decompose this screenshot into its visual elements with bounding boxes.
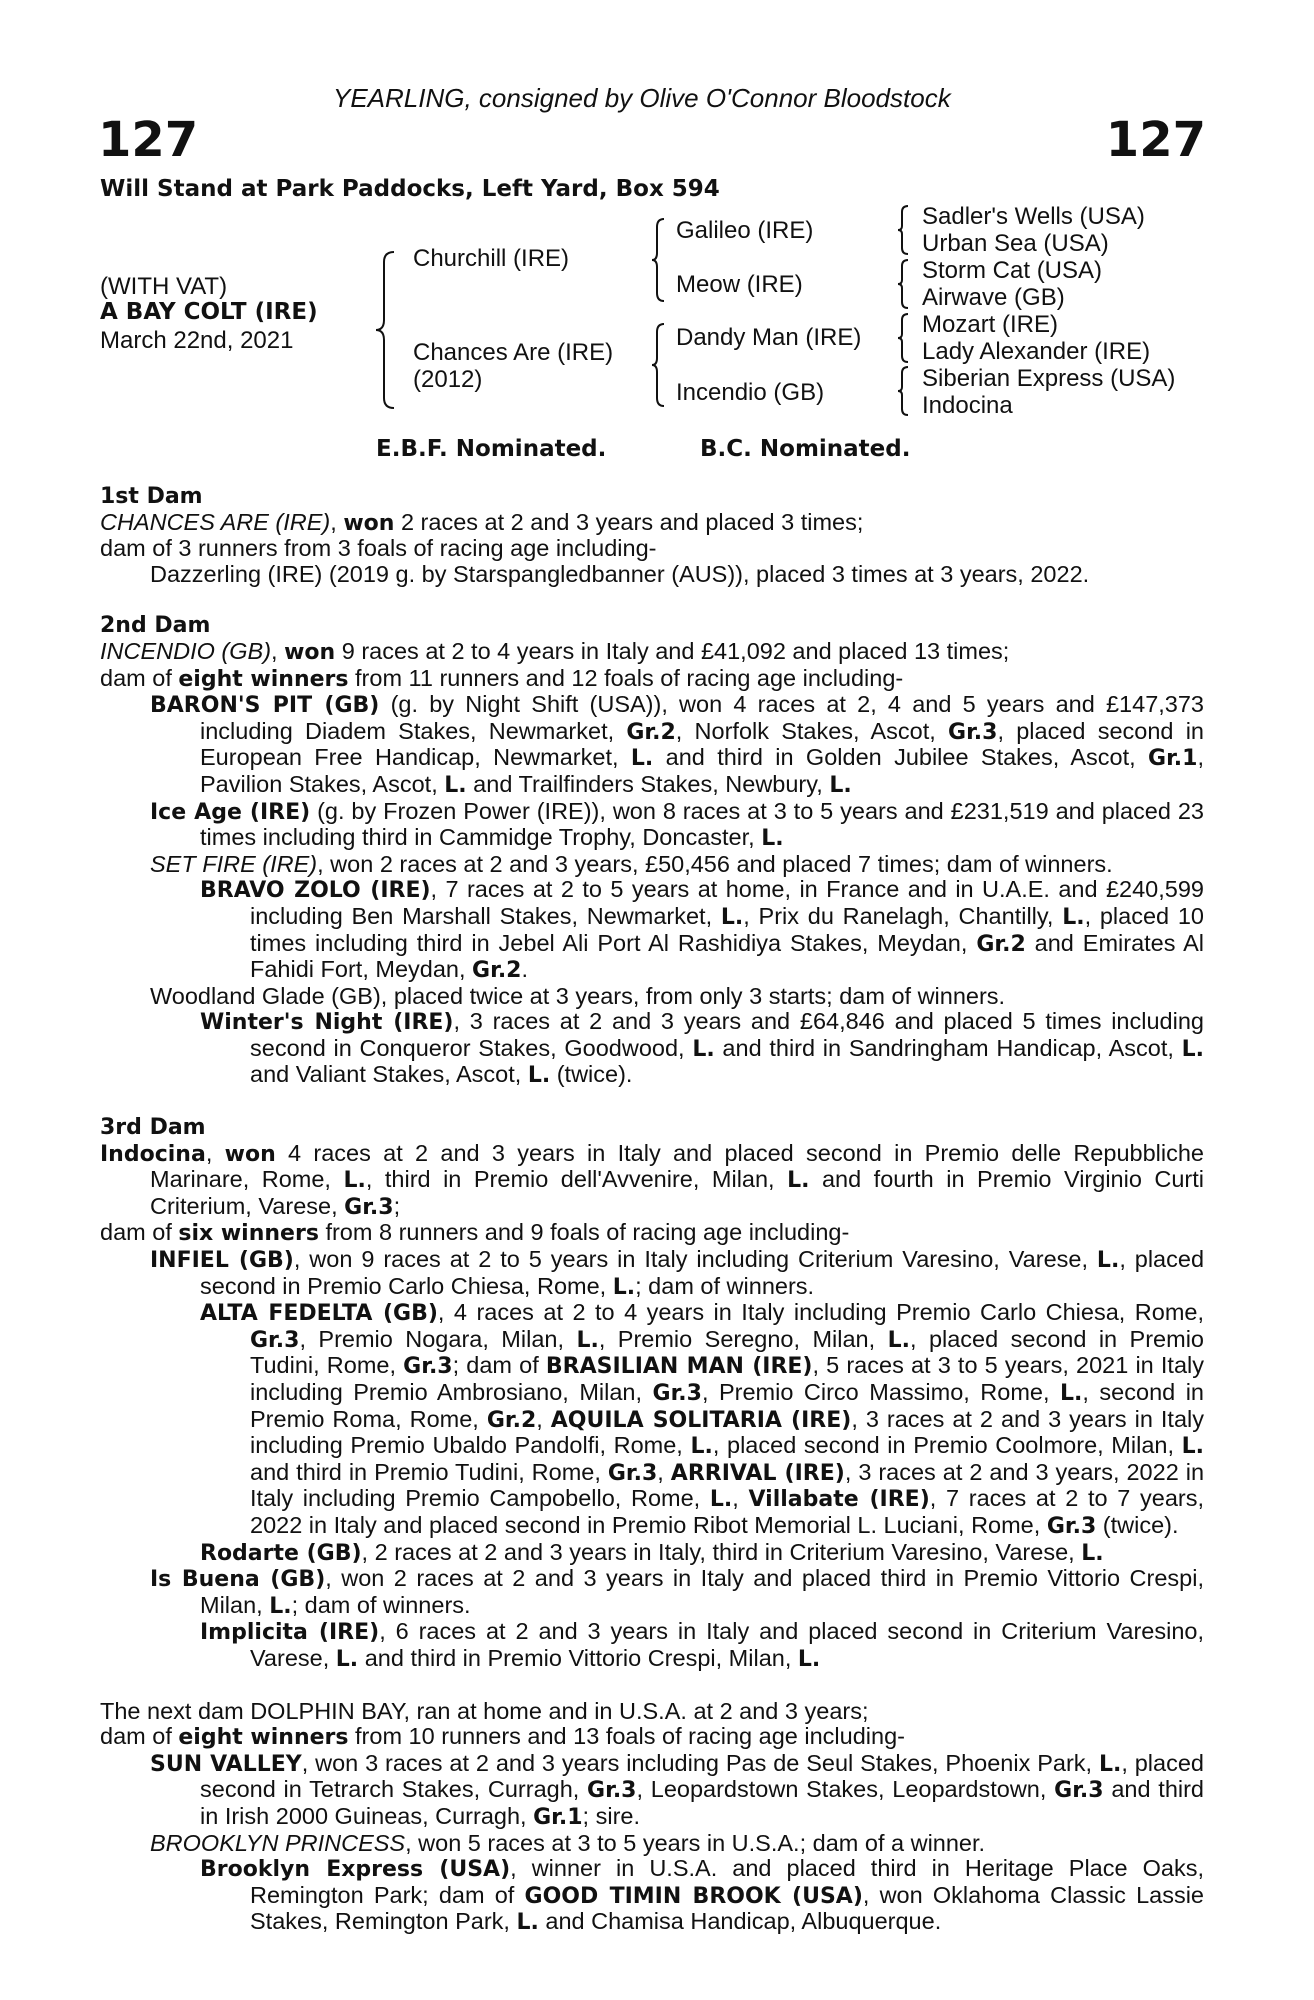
dam-sire: Dandy Man (IRE) xyxy=(676,324,862,351)
catalogue-subtitle: YEARLING, consigned by Olive O'Connor Bloodstock xyxy=(333,83,951,113)
dam-name: Chances Are (IRE) xyxy=(413,339,614,366)
third-dam-section xyxy=(100,1115,1204,1672)
lot-number-left: 127 xyxy=(98,112,199,168)
produce-entry: Dazzerling (IRE) (2019 g. by Starspangledbanner (AUS)), placed 3 times at 3 years, 2022. xyxy=(150,560,1090,587)
dam-name: INCENDIO (GB) xyxy=(100,637,272,664)
bc-nomination: B.C. Nominated. xyxy=(700,436,911,462)
ped-sds: Storm Cat (USA) xyxy=(922,257,1103,284)
bold-won: won xyxy=(284,639,336,665)
sire-sire: Galileo (IRE) xyxy=(676,217,814,244)
catalogue-body xyxy=(100,484,1204,1936)
dam-record: The next dam DOLPHIN BAY, ran at home and in U.S.A. at 2 and 3 years; xyxy=(100,1697,869,1724)
dam-record: Indocina, won 4 races at 2 and 3 years in Italy and placed second in Premio delle Repubbliche Marinare, Rome, L., third in Premio dell'Avvenire, Milan, L. and fourth in Premio Virginio Curti Criterium, Varese, Gr.3; xyxy=(100,1139,1205,1220)
produce-entry: BRAVO ZOLO (IRE), 7 races at 2 to 5 years at home, in France and in U.A.E. and £240,599 including Ben Marshall Stakes, Newmarket, L., Prix du Ranelagh, Chantilly, L., placed 10 times including third in Jebel Ali Port Al Rashidiya Stakes, Meydan, Gr.2 and Emirates Al Fahidi Fort, Meydan, Gr.2. xyxy=(200,876,1205,984)
sire-name: Churchill (IRE) xyxy=(413,245,570,272)
section-heading: 2nd Dam xyxy=(100,613,211,639)
produce-entry: INFIEL (GB), won 9 races at 2 to 5 years in Italy including Criterium Varesino, Varese, L., placed second in Premio Carlo Chiesa, Rome, L.; dam of winners. xyxy=(150,1246,1205,1300)
section-heading: 3rd Dam xyxy=(100,1115,206,1141)
foaling-date: March 22nd, 2021 xyxy=(100,327,294,354)
dam-foaling-year: (2012) xyxy=(413,366,483,393)
section-heading: 1st Dam xyxy=(100,484,203,509)
brace-icon xyxy=(896,312,910,364)
brace-icon xyxy=(896,258,910,310)
brace-icon xyxy=(896,365,910,417)
dam-produce-summary: dam of six winners from 8 runners and 9 foals of racing age including- xyxy=(100,1219,850,1247)
produce-entry: ALTA FEDELTA (GB), 4 races at 2 to 4 years in Italy including Premio Carlo Chiesa, Rome, Gr.3, Premio Nogara, Milan, L., Premio Seregno, Milan, L., placed second in Premio Tudini, Rome, Gr.3; dam of BRASILIAN MAN (IRE), 5 races at 3 to 5 years, 2021 in Italy including Premio Ambrosiano, Milan, Gr.3, Premio Circo Massimo, Rome, L., second in Premio Roma, Rome, Gr.2, AQUILA SOLITARIA (IRE), 3 races at 2 and 3 years in Italy including Premio Ubaldo Pandolfi, Rome, L., placed second in Premio Coolmore, Milan, L. and third in Premio Tudini, Rome, Gr.3, ARRIVAL (IRE), 3 races at 2 and 3 years, 2022 in Italy including Premio Campobello, Rome, L., Villabate (IRE), 7 races at 2 to 7 years, 2022 in Italy and placed second in Premio Ribot Memorial L. Luciani, Rome, Gr.3 (twice). xyxy=(200,1299,1205,1539)
ped-dds: Siberian Express (USA) xyxy=(922,365,1176,392)
ped-ssd: Urban Sea (USA) xyxy=(922,230,1109,257)
ped-dss: Mozart (IRE) xyxy=(922,311,1059,338)
produce-entry: Rodarte (GB), 2 races at 2 and 3 years in Italy, third in Criterium Varesino, Varese, L. xyxy=(200,1538,1104,1566)
stand-location: Will Stand at Park Paddocks, Left Yard, Box 594 xyxy=(100,176,720,202)
dam-record: 2 races at 2 and 3 years and placed 3 times; xyxy=(394,508,864,535)
bold-won: won xyxy=(343,510,395,536)
lot-number-right: 127 xyxy=(1105,112,1206,168)
dam-produce-summary: dam of eight winners from 11 runners and 12 foals of racing age including- xyxy=(100,664,904,692)
brace-icon xyxy=(650,322,666,408)
produce-entry: Implicita (IRE), 6 races at 2 and 3 years in Italy and placed second in Criterium Varesino, Varese, L. and third in Premio Vittorio Crespi, Milan, L. xyxy=(200,1618,1204,1672)
sire-dam: Meow (IRE) xyxy=(676,271,803,298)
brace-icon xyxy=(650,217,666,303)
produce-entry: Woodland Glade (GB), placed twice at 3 years, from only 3 starts; dam of winners. xyxy=(150,982,1006,1009)
dam-record: 9 races at 2 to 4 years in Italy and £41,092 and placed 13 times; xyxy=(335,637,1010,664)
dam-produce-summary: dam of 3 runners from 3 foals of racing age including- xyxy=(100,535,657,562)
produce-entry: BROOKLYN PRINCESS, won 5 races at 3 to 5 years in U.S.A.; dam of a winner. xyxy=(150,1829,986,1856)
produce-entry: BARON'S PIT (GB) (g. by Night Shift (USA)), won 4 races at 2, 4 and 5 years and £147,373 including Diadem Stakes, Newmarket, Gr.2, Norfolk Stakes, Ascot, Gr.3, placed second in European Free Handicap, Newmarket, L. and third in Golden Jubilee Stakes, Ascot, Gr.1, Pavilion Stakes, Ascot, L. and Trailfinders Stakes, Newbury, L. xyxy=(150,691,1205,798)
produce-entry: Is Buena (GB), won 2 races at 2 and 3 years in Italy and placed third in Premio Vittorio Crespi, Milan, L.; dam of winners. xyxy=(150,1565,1204,1619)
produce-entry: Ice Age (IRE) (g. by Frozen Power (IRE)), won 8 races at 3 to 5 years and £231,519 and placed 23 times including third in Cammidge Trophy, Doncaster, L. xyxy=(150,797,1204,852)
brace-icon xyxy=(896,204,910,256)
ped-dsd: Lady Alexander (IRE) xyxy=(922,338,1151,365)
produce-entry: SET FIRE (IRE), won 2 races at 2 and 3 years, £50,456 and placed 7 times; dam of winners. xyxy=(150,850,1113,877)
ped-sdd: Airwave (GB) xyxy=(922,284,1065,311)
dam-produce-summary: dam of eight winners from 10 runners and 13 foals of racing age including- xyxy=(100,1723,905,1751)
ebf-nomination: E.B.F. Nominated. xyxy=(376,436,607,462)
produce-entry: Winter's Night (IRE), 3 races at 2 and 3 years and £64,846 and placed 5 times including second in Conqueror Stakes, Goodwood, L. and third in Sandringham Handicap, Ascot, L. and Valiant Stakes, Ascot, L. (twice). xyxy=(200,1008,1204,1089)
ped-ddd: Indocina xyxy=(922,392,1013,419)
produce-entry: Brooklyn Express (USA), winner in U.S.A. and placed third in Heritage Place Oaks, Remington Park; dam of GOOD TIMIN BROOK (USA), won Oklahoma Classic Lassie Stakes, Remington Park, L. and Chamisa Handicap, Albuquerque. xyxy=(200,1855,1204,1936)
dam-dam: Incendio (GB) xyxy=(676,379,825,406)
horse-name: A BAY COLT (IRE) xyxy=(100,299,318,325)
second-dam-section: 2nd Dam INCENDIO (GB), won 9 races at 2 to 4 years in Italy and £41,092 and placed 13 times; dam of eight winners from 11 runners and 12 foals of racing age including- BARON'S PIT (GB) (g. by Night Shift (USA)), won 4 races at 2, 4 and 5 years and £147,373 including Diadem Stakes, Newmarket, Gr.2, Norfolk Stakes, Ascot, Gr.3, placed second in European Free Handicap, Newmarket, L. and third in Golden Jubilee Stakes, Ascot, Gr.1, Pavilion Stakes, Ascot, L. and Trailfinders Stakes, Newbury, L. Ice Age (IRE) (g. by Frozen Power (IRE)), won 8 races at 3 to 5 years and £231,519 and placed 23 times including third in Cammidge Trophy, Doncaster, L. SET FIRE (IRE), won 2 races at 2 and 3 years, £50,456 and placed 7 times; dam of winners. BRAVO ZOLO (IRE), 7 races at 2 to 5 years at home, in France and in U.A.E. and £240,599 including Ben Marshall Stakes, Newmarket, L., Prix du Ranelagh, Chantilly, L., placed 10 times including third in Jebel Ali Port Al Rashidiya Stakes, Meydan, Gr.2 and Emirates Al Fahidi Fort, Meydan, Gr.2. Woodland Glade (GB), placed twice at 3 years, from only 3 starts; dam of winners. Winter's Night (IRE), 3 races at 2 and 3 years and £64,846 and placed 5 times including second in Conqueror Stakes, Goodwood, L. and third in Sandringham Handicap, Ascot, L. and Valiant Stakes, Ascot, L. (twice). xyxy=(100,613,1205,1089)
brace-icon xyxy=(374,250,396,410)
produce-entry: SUN VALLEY, won 3 races at 2 and 3 years including Pas de Seul Stakes, Phoenix Park, L., placed second in Tetrarch Stakes, Curragh, Gr.3, Leopardstown Stakes, Leopardstown, Gr.3 and third in Irish 2000 Guineas, Curragh, Gr.1; sire. xyxy=(150,1749,1205,1830)
next-dam-section xyxy=(100,1699,1204,1936)
dam-name: CHANCES ARE (IRE) xyxy=(100,508,331,535)
vat-label: (WITH VAT) xyxy=(100,273,228,300)
first-dam-section: 1st Dam CHANCES ARE (IRE), won 2 races at 2 and 3 years and placed 3 times; dam of 3 runners from 3 foals of racing age including- Dazzerling (IRE) (2019 g. by Starspangledbanner (AUS)), placed 3 times at 3 years, 2022. xyxy=(100,484,1204,587)
ped-sss: Sadler's Wells (USA) xyxy=(922,203,1145,230)
